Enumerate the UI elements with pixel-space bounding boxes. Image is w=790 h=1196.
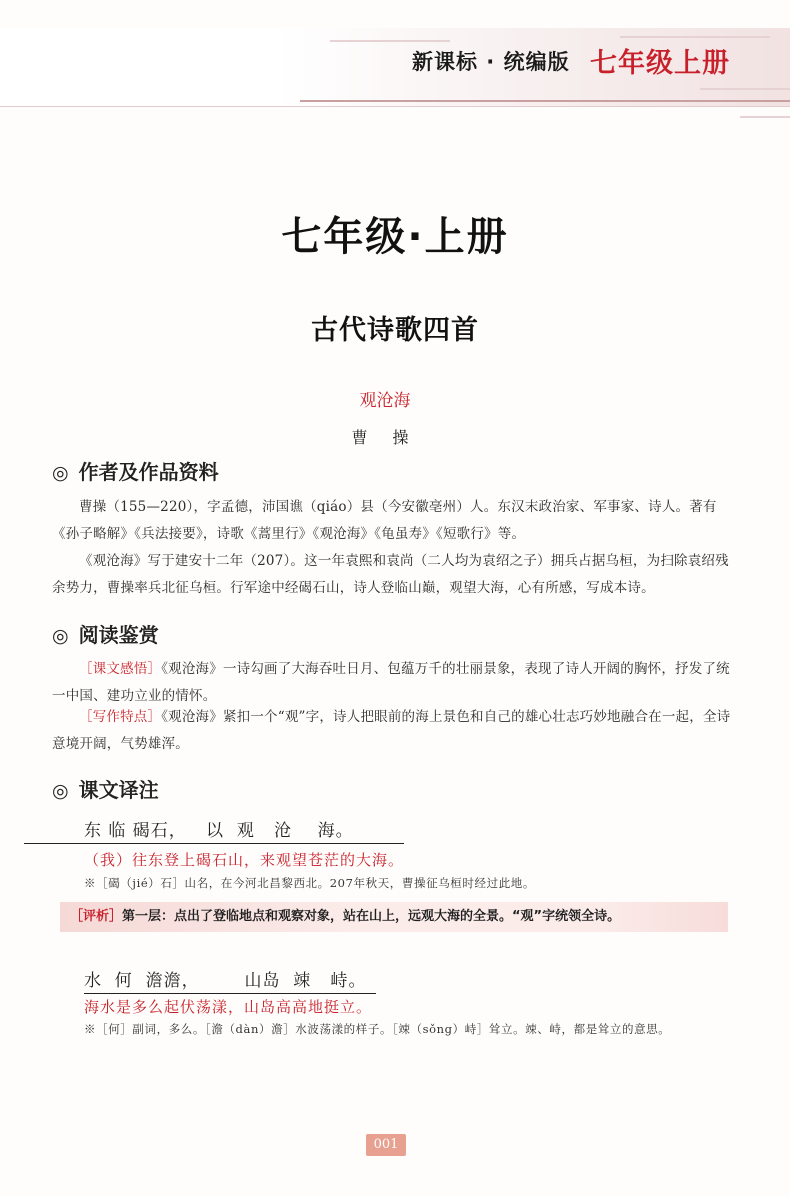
author-info-paragraph: 曹操（155—220），字孟德，沛国谯（qiáo）县（今安徽亳州）人。东汉末政治家、军事家、诗人。著有《孙子略解》《兵法接要》，诗歌《蒿里行》《观沧海》《龟虽寿》《短歌行》等。 [52,499,717,542]
section-heading-text: 阅读鉴赏 [78,623,159,647]
header-decoration [620,36,770,38]
poem-author: 曹 操 [351,428,419,447]
header-rule [300,100,790,102]
author-info-paragraph: 《观沧海》写于建安十二年（207）。这一年袁熙和袁尚（二人均为袁绍之子）拥兵占据乌桓，为扫除袁绍残余势力，曹操率兵北征乌桓。行军途中经碣石山，诗人登临山巅，观望大海，心有所感，写成本诗。 [52,553,729,596]
appreciation-item [52,704,742,758]
header-decoration [740,116,790,118]
poem-verse-line: 东 临 碣石， 以 观 沧 海。 [24,816,404,844]
page-title: 七年级·上册 [281,214,509,260]
appreciation-text: 《观沧海》紧扣一个“观”字，诗人把眼前的海上景色和自己的雄心壮志巧妙地融合在一起，全诗意境开阔，气势雄浑。 [52,709,731,752]
analysis-tag: ［评析］ [70,909,123,924]
poem-verse-line: 水 何 澹澹， 山岛 竦 峙。 [84,966,376,994]
verse-translation: 海水是多么起伏荡漾，山岛高高地挺立。 [84,998,373,1016]
header-grade-label: 七年级上册 [590,48,730,79]
poem-title: 观沧海 [359,391,411,411]
header-series-label: 新课标 · 统编版 [412,50,570,74]
header-rule [0,106,790,107]
appreciation-tag: ［课文感悟］ [79,661,162,677]
lesson-title: 古代诗歌四首 [311,315,479,346]
section-heading-appreciation [52,619,159,648]
section-heading-text: 课文译注 [78,778,159,802]
verse-note: ※［碣（jié）石］山名，在今河北昌黎西北。207年秋天，曹操征乌桓时经过此地。 [84,876,535,890]
appreciation-item [52,656,742,710]
section-bullet-icon: ◎ [52,780,69,802]
section-bullet-icon: ◎ [52,462,69,484]
section-bullet-icon: ◎ [52,625,69,647]
verse-note: ※［何］副词，多么。［澹（dàn）澹］水波荡漾的样子。［竦（sǒng）峙］耸立。竦、峙，都是耸立的意思。 [84,1022,671,1036]
page-number: 001 [366,1134,406,1156]
analysis-box [60,902,728,932]
header-decoration [330,40,450,42]
header-decoration [700,88,790,90]
analysis-text: 第一层：点出了登临地点和观察对象，站在山上，远观大海的全景。“观”字统领全诗。 [122,909,621,924]
section-heading-text: 作者及作品资料 [78,460,219,484]
section-heading-author-info [52,456,219,485]
section-heading-translation [52,774,159,803]
appreciation-tag: ［写作特点］ [79,709,162,725]
verse-translation: （我）往东登上碣石山，来观望苍茫的大海。 [84,851,405,869]
appreciation-text: 《观沧海》一诗勾画了大海吞吐日月、包蕴万千的壮丽景象，表现了诗人开阔的胸怀，抒发了统一中国、建功立业的情怀。 [52,661,730,704]
